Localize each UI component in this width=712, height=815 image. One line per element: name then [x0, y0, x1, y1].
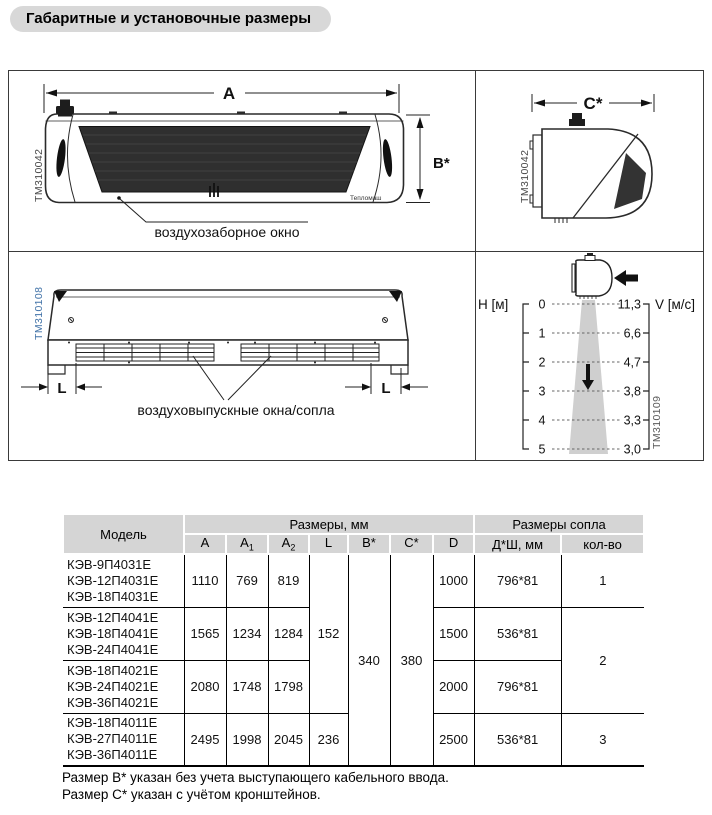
svg-text:3,8: 3,8 — [623, 384, 641, 399]
value-nozzle: 796*81 — [474, 660, 561, 713]
side-view-figure — [476, 71, 702, 251]
value-a2: 1798 — [268, 660, 309, 713]
footnotes — [62, 770, 449, 803]
side-device-drawing — [530, 113, 652, 223]
svg-text:0: 0 — [538, 297, 546, 312]
value-a1: 769 — [226, 554, 268, 607]
v-axis-label: V [м/с] — [655, 297, 696, 312]
value-l: 236 — [309, 713, 348, 766]
h-tick-labels — [539, 298, 546, 457]
front-device-drawing — [46, 100, 404, 203]
page-title: Габаритные и установочные размеры — [10, 6, 331, 32]
svg-text:5: 5 — [538, 442, 546, 457]
col-c-header: C* — [390, 534, 433, 554]
value-d: 1000 — [433, 554, 474, 607]
svg-text:4,7: 4,7 — [623, 355, 641, 370]
cable-gland-icon — [569, 113, 585, 126]
dim-a-label: A — [222, 84, 236, 103]
figure-code-side: TM310042 — [519, 149, 531, 203]
v-value-labels — [618, 298, 641, 457]
outlet-grille-right — [241, 344, 379, 361]
col-l-header: L — [309, 534, 348, 554]
intake-callout: воздухозаборное окно — [154, 224, 300, 240]
bottom-device-drawing — [48, 290, 408, 374]
svg-text:2: 2 — [538, 355, 546, 370]
col-a-header: А — [184, 534, 226, 554]
outlet-callout: воздуховыпускные окна/сопла — [137, 402, 335, 418]
flow-diagram-figure — [476, 252, 701, 460]
dim-l-right-label: L — [381, 380, 391, 397]
dim-l-left-label: L — [57, 380, 67, 397]
col-a1-header: $А_1$ — [226, 534, 268, 554]
flow-device-icon — [572, 253, 612, 299]
col-nozzle-size-header: Д*Ш, мм — [474, 534, 561, 554]
v-axis — [643, 304, 649, 449]
value-a: 2495 — [184, 713, 226, 766]
outlet-grille-left — [76, 344, 214, 361]
value-a1: 1748 — [226, 660, 268, 713]
h-axis-label: H [м] — [478, 297, 509, 312]
value-d: 1500 — [433, 607, 474, 660]
value-a: 2080 — [184, 660, 226, 713]
value-nozzle: 536*81 — [474, 607, 561, 660]
brand-text: Тепломаш — [350, 195, 382, 202]
value-a2: 819 — [268, 554, 309, 607]
svg-text:1: 1 — [538, 326, 546, 341]
front-view-figure — [9, 71, 475, 251]
dims-group-header: Размеры, мм — [184, 514, 474, 534]
svg-text:6,6: 6,6 — [623, 326, 641, 341]
figure-code-front: TM310042 — [33, 148, 45, 202]
value-d: 2500 — [433, 713, 474, 766]
dim-c-label: C* — [583, 94, 603, 113]
value-b-merged: 340 — [348, 554, 390, 766]
value-a1: 1998 — [226, 713, 268, 766]
value-c-merged: 380 — [390, 554, 433, 766]
value-a2: 1284 — [268, 607, 309, 660]
model-cell: КЭВ-9П4031Е КЭВ-12П4031Е КЭВ-18П4031Е — [63, 554, 184, 607]
model-cell: КЭВ-18П4011Е КЭВ-27П4011Е КЭВ-36П4011Е — [63, 713, 184, 766]
value-nozzle: 536*81 — [474, 713, 561, 766]
col-b-header: B* — [348, 534, 390, 554]
value-a2: 2045 — [268, 713, 309, 766]
value-a1: 1234 — [226, 607, 268, 660]
dim-b — [406, 115, 430, 203]
col-a2-header: $А_2$ — [268, 534, 309, 554]
intake-grille — [79, 127, 370, 193]
figure-code-flow: TM310109 — [651, 395, 663, 449]
dim-a — [44, 84, 399, 113]
figure-code-bottom: TM310108 — [33, 286, 45, 340]
svg-text:3,0: 3,0 — [623, 442, 641, 457]
value-nozzle: 796*81 — [474, 554, 561, 607]
note-b: Размер B* указан без учета выступающего кабельного ввода. — [62, 770, 449, 785]
value-a: 1110 — [184, 554, 226, 607]
value-a: 1565 — [184, 607, 226, 660]
dim-b-label: B* — [433, 155, 450, 172]
model-column-header: Модель — [63, 514, 184, 554]
model-cell: КЭВ-18П4021Е КЭВ-24П4021Е КЭВ-36П4021Е — [63, 660, 184, 713]
cable-gland-icon — [56, 100, 74, 117]
value-l-merged: 152 — [309, 554, 348, 713]
bottom-view-figure — [9, 252, 475, 460]
nozzle-group-header: Размеры сопла — [474, 514, 644, 534]
svg-text:3,3: 3,3 — [623, 413, 641, 428]
col-nozzle-count-header: кол-во — [561, 534, 644, 554]
note-c: Размер C* указан с учётом кронштейнов. — [62, 786, 321, 802]
svg-text:3: 3 — [538, 384, 546, 399]
svg-text:4: 4 — [538, 413, 546, 428]
value-d: 2000 — [433, 660, 474, 713]
h-axis — [523, 304, 529, 449]
value-qty-merged: 2 — [561, 607, 644, 713]
figure-panel — [8, 70, 704, 461]
model-cell: КЭВ-12П4041Е КЭВ-18П4041Е КЭВ-24П4041Е — [63, 607, 184, 660]
table-row — [63, 554, 644, 607]
col-d-header: D — [433, 534, 474, 554]
value-qty: 1 — [561, 554, 644, 607]
svg-text:11,3: 11,3 — [617, 297, 641, 312]
airflow-arrow-icon — [614, 270, 638, 286]
dimensions-table — [62, 513, 645, 767]
value-qty: 3 — [561, 713, 644, 766]
